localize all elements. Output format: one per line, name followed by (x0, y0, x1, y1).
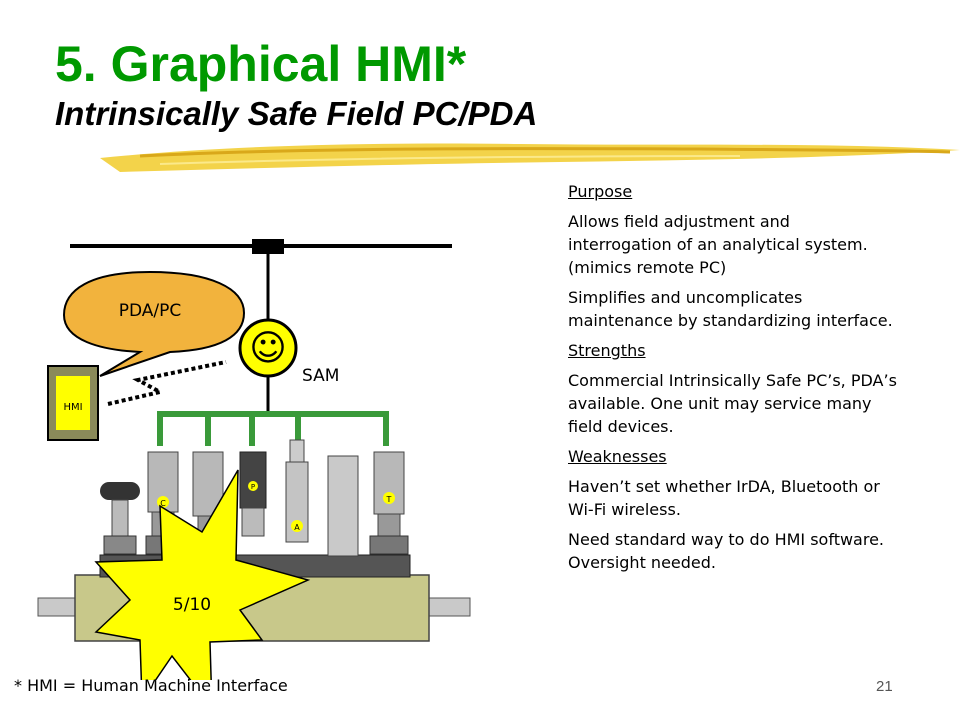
slide-subtitle: Intrinsically Safe Field PC/PDA (55, 95, 538, 132)
sensor-bus (160, 414, 386, 446)
description-panel (568, 180, 898, 581)
yellow-brush-stroke (100, 138, 960, 178)
weaknesses-paragraph-1: Haven’t set whether IrDA, Bluetooth or Wi-Fi wireless. (568, 477, 880, 519)
pda-pc-bubble (64, 272, 244, 376)
weaknesses-heading: Weaknesses (568, 447, 667, 466)
device-letter-t: T (386, 495, 392, 504)
page-number: 21 (876, 678, 893, 695)
device-letter-p: P (250, 483, 256, 491)
strengths-paragraph: Commercial Intrinsically Safe PC’s, PDA’s available. One unit may service many field devices. (568, 371, 897, 436)
bus-connector (252, 239, 284, 254)
strengths-heading: Strengths (568, 341, 646, 360)
field-pda-diagram (0, 200, 560, 680)
device-letter-c: C (160, 499, 166, 508)
purpose-heading: Purpose (568, 182, 633, 201)
purpose-paragraph-1: Allows field adjustment and interrogation of an analytical system. (mimics remote PC) (568, 212, 868, 277)
hmi-label: HMI (63, 402, 83, 413)
sam-label: SAM (302, 366, 340, 386)
smiley-icon: ☺ (249, 328, 287, 369)
slide-title: 5. Graphical HMI* (55, 36, 467, 92)
wireless-link (108, 362, 226, 404)
rating-label: 5/10 (172, 595, 212, 615)
device-letter-a: A (294, 523, 300, 532)
weaknesses-paragraph-2: Need standard way to do HMI software. Oversight needed. (568, 530, 885, 572)
footnote: * HMI = Human Machine Interface (14, 676, 288, 695)
pda-pc-label: PDA/PC (118, 301, 182, 321)
purpose-paragraph-2: Simplifies and uncomplicates maintenance by standardizing interface. (568, 288, 893, 330)
